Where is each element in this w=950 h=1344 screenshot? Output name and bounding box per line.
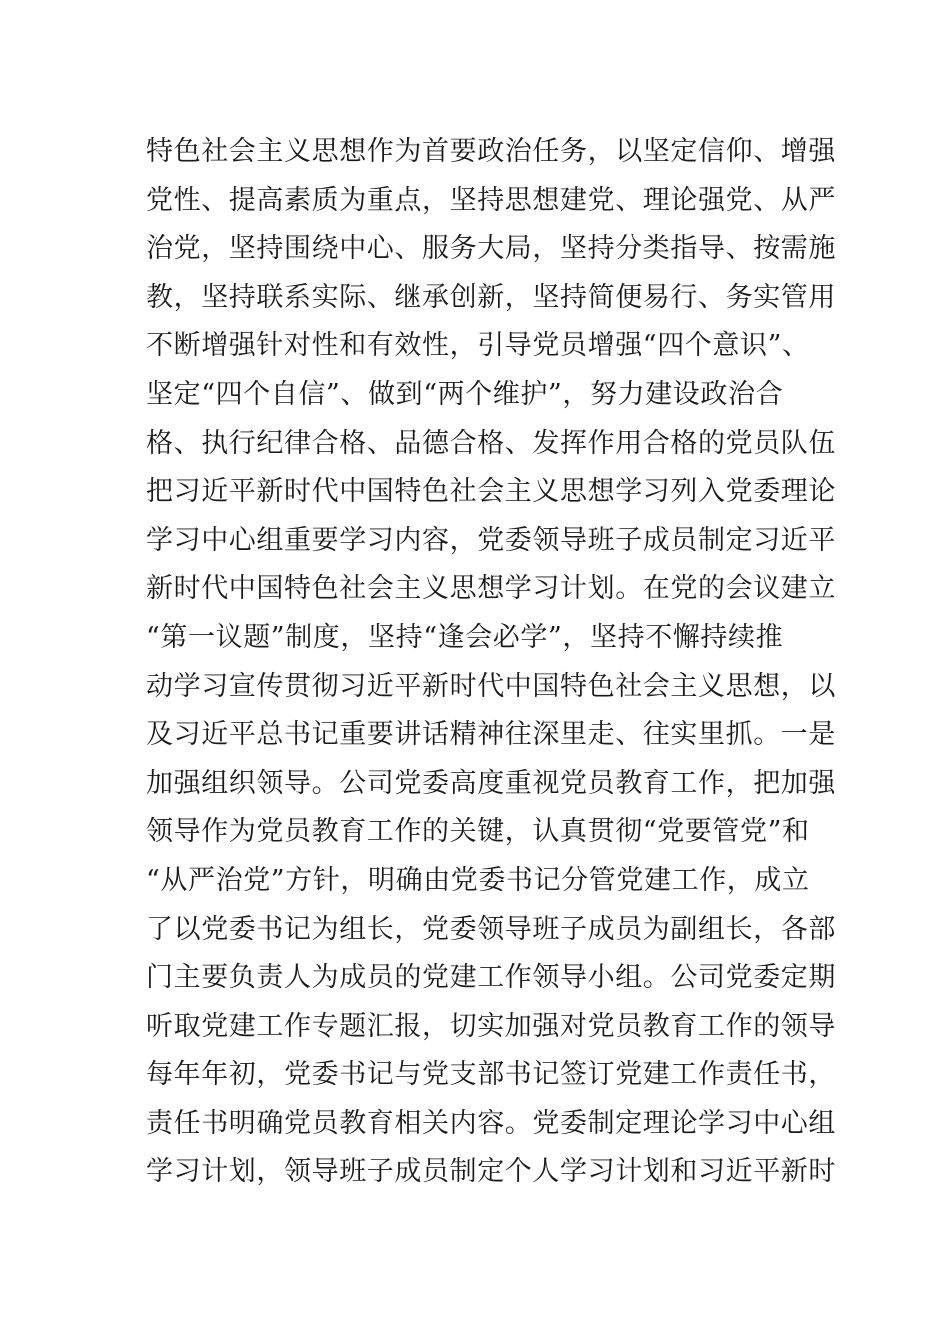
text-line: 把习近平新时代中国特色社会主义思想学习列入党委理论 [146,476,836,508]
text-line: 听取党建工作专题汇报，切实加强对党员教育工作的领导 [146,1010,836,1042]
text-line: “从严治党”方针，明确由党委书记分管党建工作，成立 [146,864,810,896]
text-line: 门主要负责人为成员的党建工作领导小组。公司党委定期 [146,962,836,994]
text-line: 新时代中国特色社会主义思想学习计划。在党的会议建立 [146,573,836,605]
text-line: 学习中心组重要学习内容，党委领导班子成员制定习近平 [146,524,836,556]
text-line: 了以党委书记为组长，党委领导班子成员为副组长，各部 [146,913,836,945]
body-text [146,128,836,1197]
text-line: 特色社会主义思想作为首要政治任务，以坚定信仰、增强 [146,136,836,167]
text-line: 领导作为党员教育工作的关键，认真贯彻“党要管党”和 [146,816,810,848]
text-line: 坚定“四个自信”、做到“两个维护”，努力建设政治合 [146,378,784,410]
text-line: 不断增强针对性和有效性，引导党员增强“四个意识”、 [146,330,810,362]
text-line: 每年年初，党委书记与党支部书记签订党建工作责任书， [146,1059,836,1091]
text-line: 及习近平总书记重要讲话精神往深里走、往实里抓。一是 [146,719,836,751]
text-line: 教，坚持联系实际、继承创新，坚持简便易行、务实管用 [146,281,836,313]
text-line: 党性、提高素质为重点，坚持思想建党、理论强党、从严 [146,184,836,216]
text-line: 责任书明确党员教育相关内容。党委制定理论学习中心组 [146,1107,836,1139]
text-line: 治党，坚持围绕中心、服务大局，坚持分类指导、按需施 [146,233,836,265]
text-line: 学习计划，领导班子成员制定个人学习计划和习近平新时 [146,1156,836,1188]
text-line: 加强组织领导。公司党委高度重视党员教育工作，把加强 [146,767,836,799]
text-line: 格、执行纪律合格、品德合格、发挥作用合格的党员队伍 [146,427,836,459]
text-line: “第一议题”制度，坚持“逢会必学”，坚持不懈持续推 [146,621,784,653]
text-line: 动学习宣传贯彻习近平新时代中国特色社会主义思想，以 [146,670,836,702]
